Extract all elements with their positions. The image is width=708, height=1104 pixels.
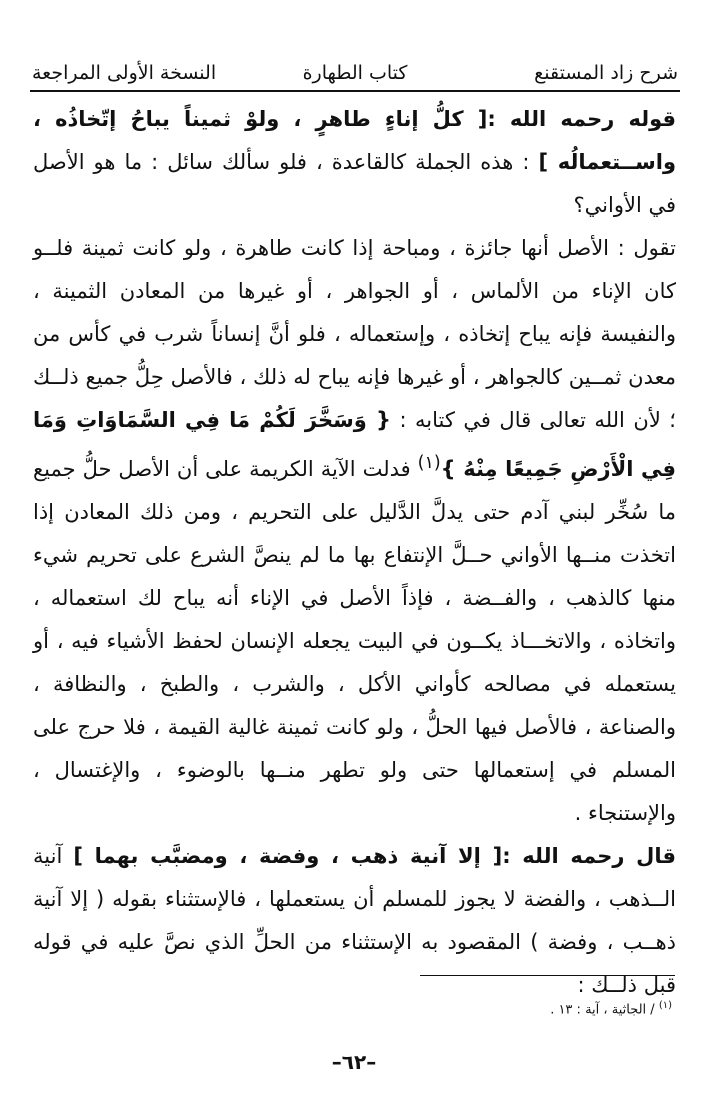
header-chapter: كتاب الطهارة: [302, 62, 408, 84]
commentary-3: آنية الــذهب ، والفضة لا يجوز للمسلم أن يستعملها ، فالإستثناء بقوله ( إلا آنية ذهــب ، وفضة ) المقصود به الإستثناء من الحلِّ الذي نصَّ عليه في قوله قبل ذلــك :: [33, 844, 676, 997]
footnote-divider: [420, 975, 675, 976]
paragraph-3: [33, 835, 676, 1007]
header-edition: النسخة الأولى المراجعة: [32, 62, 217, 84]
commentary-2b: فدلت الآية الكريمة على أن الأصل حلُّ جميع ما سُخِّر لبني آدم حتى يدلَّ الدَّليل على التحريم ، ومن ذلك المعادن إذا اتخذت منــها الأواني حــلَّ الإنتفاع بها ما لم ينصَّ الشرع على تحريم شيء منها كالذهب ، والفــضة ، فإذاً الأصل في الإناء أنه يباح لك استعماله ، واتخاذه ، والاتخـــاذ يكــون في البيت يجعله الإنسان لحفظ الأشياء فيه ، أو يستعمله في مصالحه كأواني الأكل ، والشرب ، والطبخ ، والنظافة ، والصناعة ، فالأصل فيها الحلُّ ، ولو كانت ثمينة غالية القيمة ، فلا حرج على المسلم في إستعمالها حتى ولو تطهر منــها بالوضوء ، والإغتسال ، والإستنجاء .: [33, 457, 676, 825]
quran-verse: { وَسَخَّرَ لَكُمْ مَا فِي السَّمَاوَاتِ وَمَا فِي الْأَرْضِ جَمِيعًا مِنْهُ }: [33, 408, 676, 481]
footnote-reference[interactable]: (١): [417, 453, 441, 473]
header-divider: [30, 90, 680, 92]
page-number: –٦٢–: [331, 1050, 377, 1074]
main-text: [33, 98, 676, 1007]
paragraph-1: [33, 98, 676, 227]
footnote: [550, 996, 672, 1020]
commentary-1: : هذه الجملة كالقاعدة ، فلو سألك سائل : ما هو الأصل في الأواني؟: [33, 150, 676, 217]
running-header: [32, 56, 678, 90]
paragraph-2: [33, 227, 676, 835]
matn-quote-1: قوله رحمه الله :[ كلُّ إناءٍ طاهرٍ ، ولوْ ثميناً يباحُ إتّخاذُه ، واســتعمالُه ]: [33, 107, 676, 174]
footnote-marker: (١): [658, 1000, 672, 1011]
footnote-text: / الجاثية ، آية : ١٣ .: [550, 1002, 659, 1018]
header-book-title: شرح زاد المستقنع: [534, 62, 678, 84]
commentary-2a: تقول : الأصل أنها جائزة ، ومباحة إذا كانت طاهرة ، ولو كانت ثمينة فلــو كان الإناء من الألماس ، أو الجواهر ، أو غيرها من المعادن الثمينة ، والنفيسة فإنه يباح إتخاذه ، وإستعماله ، فلو أنَّ إنساناً شرب في كأس من معدن ثمــين كالجواهر ، أو غيرها فإنه يباح له ذلك ، فالأصل حِلُّ جميع ذلــك ؛ لأن الله تعالى قال في كتابه :: [33, 236, 676, 432]
matn-quote-2: قال رحمه الله :[ إلا آنية ذهب ، وفضة ، ومضبَّب بهما ]: [73, 844, 677, 868]
